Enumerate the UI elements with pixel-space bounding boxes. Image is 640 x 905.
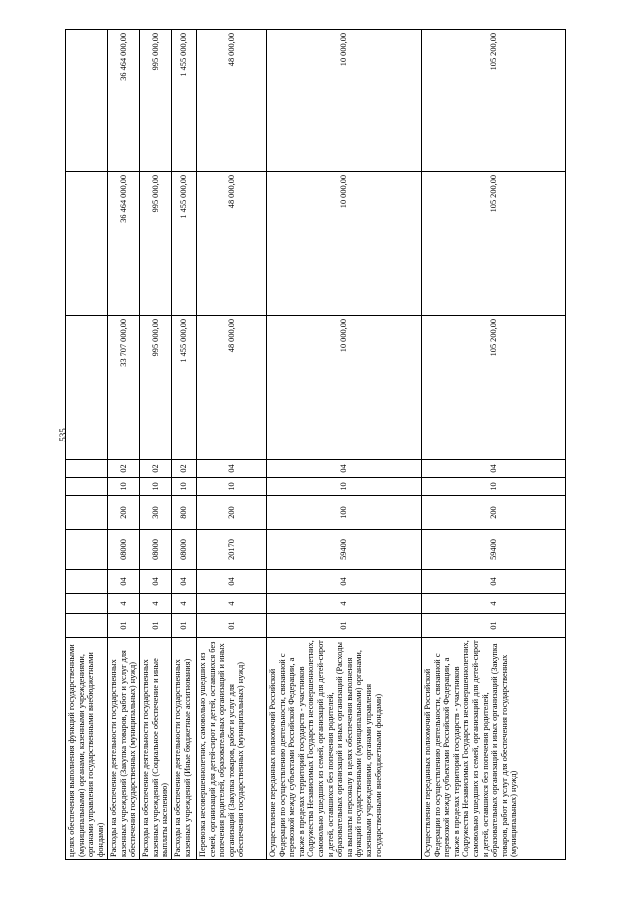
- amount-cell: 995 000,00: [140, 316, 172, 460]
- row-description: Перевозка несовершеннолетних, самовольно ушедших из семей, организаций для детей-сирот и детей, оставшихся без попечения родителей, образовательных организаций и иных организаций (Закупка товаров, работ и услуг для обеспечения государственных (муниципальных) нужд): [197, 638, 267, 860]
- code-cell: 4: [140, 594, 172, 614]
- code-cell: 4: [267, 594, 422, 614]
- code-cell: 59400: [422, 530, 566, 570]
- code-cell: 10: [108, 478, 140, 496]
- amount-cell: 48 000,00: [197, 30, 267, 172]
- code-cell: [66, 594, 108, 614]
- amount-cell: 1 455 000,00: [172, 316, 197, 460]
- code-cell: 04: [267, 570, 422, 594]
- table-row: [140, 30, 172, 860]
- code-cell: 200: [197, 496, 267, 530]
- table-row: [66, 30, 108, 860]
- table-row: [197, 30, 267, 860]
- code-cell: 04: [422, 570, 566, 594]
- code-cell: 04: [108, 570, 140, 594]
- code-cell: 01: [172, 614, 197, 638]
- amount-cell: 995 000,00: [140, 30, 172, 172]
- code-cell: 01: [108, 614, 140, 638]
- row-description: Расходы на обеспечение деятельности государственных казенных учреждений (Закупка товаров, работ и услуг для обеспечения государственных (муниципальных) нужд): [108, 638, 140, 860]
- code-cell: 02: [172, 460, 197, 478]
- code-cell: 59400: [267, 530, 422, 570]
- budget-table-page: [65, 30, 565, 860]
- code-cell: 4: [108, 594, 140, 614]
- amount-cell: [66, 316, 108, 460]
- code-cell: 200: [108, 496, 140, 530]
- row-description: Осуществление переданных полномочий Российской Федерации по осуществлению деятельности, связанной с перевозкой между субъектами Российской Федерации, а также в пределах территорий государств - участников Содружества Независимых Государств несовершеннолетних, самовольно ушедших из семей, организаций для детей-сирот и детей, оставшихся без попечения родителей, образовательных организаций и иных организаций (Закупка товаров, работ и услуг для обеспечения государственных (муниципальных) нужд): [422, 638, 566, 860]
- amount-cell: 995 000,00: [140, 172, 172, 316]
- code-cell: 02: [140, 460, 172, 478]
- code-cell: 04: [197, 460, 267, 478]
- table-row: [172, 30, 197, 860]
- code-cell: 300: [140, 496, 172, 530]
- code-cell: 08000: [140, 530, 172, 570]
- code-cell: 100: [267, 496, 422, 530]
- code-cell: 20170: [197, 530, 267, 570]
- code-cell: [66, 460, 108, 478]
- amount-cell: [66, 30, 108, 172]
- code-cell: 08000: [172, 530, 197, 570]
- code-cell: 08000: [108, 530, 140, 570]
- amount-cell: 10 000,00: [267, 316, 422, 460]
- code-cell: 200: [422, 496, 566, 530]
- code-cell: [66, 614, 108, 638]
- amount-cell: [66, 172, 108, 316]
- code-cell: 4: [197, 594, 267, 614]
- code-cell: 04: [140, 570, 172, 594]
- amount-cell: 48 000,00: [197, 316, 267, 460]
- code-cell: 04: [172, 570, 197, 594]
- code-cell: 10: [172, 478, 197, 496]
- code-cell: 10: [140, 478, 172, 496]
- table-row: [267, 30, 422, 860]
- table-row: [108, 30, 140, 860]
- row-description: Осуществление переданных полномочий Российской Федерации по осуществлению деятельности, связанной с перевозкой между субъектами Российской Федерации, а также в пределах территорий государств - участников Содружества Независимых Государств несовершеннолетних, самовольно ушедших из семей, организаций для детей-сирот и детей, оставшихся без попечения родителей, образовательных организаций и иных организаций (Расходы на выплаты персоналу в целях обеспечения выполнения функций государственными (муниципальными) органами, казенными учреждениями, органами управления государственными внебюджетными фондами): [267, 638, 422, 860]
- code-cell: [66, 570, 108, 594]
- amount-cell: 36 464 000,00: [108, 30, 140, 172]
- code-cell: 04: [422, 460, 566, 478]
- amount-cell: 10 000,00: [267, 30, 422, 172]
- amount-cell: 105 200,00: [422, 316, 566, 460]
- page-number: 535: [58, 428, 68, 442]
- code-cell: 4: [422, 594, 566, 614]
- amount-cell: 1 455 000,00: [172, 172, 197, 316]
- code-cell: 10: [267, 478, 422, 496]
- code-cell: 01: [140, 614, 172, 638]
- code-cell: 04: [197, 570, 267, 594]
- code-cell: 10: [422, 478, 566, 496]
- rotated-table-container: [65, 30, 565, 860]
- code-cell: [66, 530, 108, 570]
- amount-cell: 33 707 000,00: [108, 316, 140, 460]
- code-cell: 800: [172, 496, 197, 530]
- amount-cell: 36 464 000,00: [108, 172, 140, 316]
- budget-table: [65, 29, 566, 860]
- code-cell: 04: [267, 460, 422, 478]
- amount-cell: 48 000,00: [197, 172, 267, 316]
- code-cell: [66, 478, 108, 496]
- code-cell: 10: [197, 478, 267, 496]
- row-description: целях обеспечения выполнения функций государственными (муниципальными) органами, казенными учреждениями, органами управления государственными внебюджетными фондами): [66, 638, 108, 860]
- code-cell: 02: [108, 460, 140, 478]
- code-cell: 4: [172, 594, 197, 614]
- code-cell: 01: [422, 614, 566, 638]
- amount-cell: 1 455 000,00: [172, 30, 197, 172]
- code-cell: [66, 496, 108, 530]
- row-description: Расходы на обеспечение деятельности государственных казенных учреждений (Социальное обеспечение и иные выплаты населению): [140, 638, 172, 860]
- code-cell: 01: [267, 614, 422, 638]
- table-row: [422, 30, 566, 860]
- amount-cell: 10 000,00: [267, 172, 422, 316]
- amount-cell: 105 200,00: [422, 172, 566, 316]
- row-description: Расходы на обеспечение деятельности государственных казенных учреждений (Иные бюджетные ассигнования): [172, 638, 197, 860]
- amount-cell: 105 200,00: [422, 30, 566, 172]
- code-cell: 01: [197, 614, 267, 638]
